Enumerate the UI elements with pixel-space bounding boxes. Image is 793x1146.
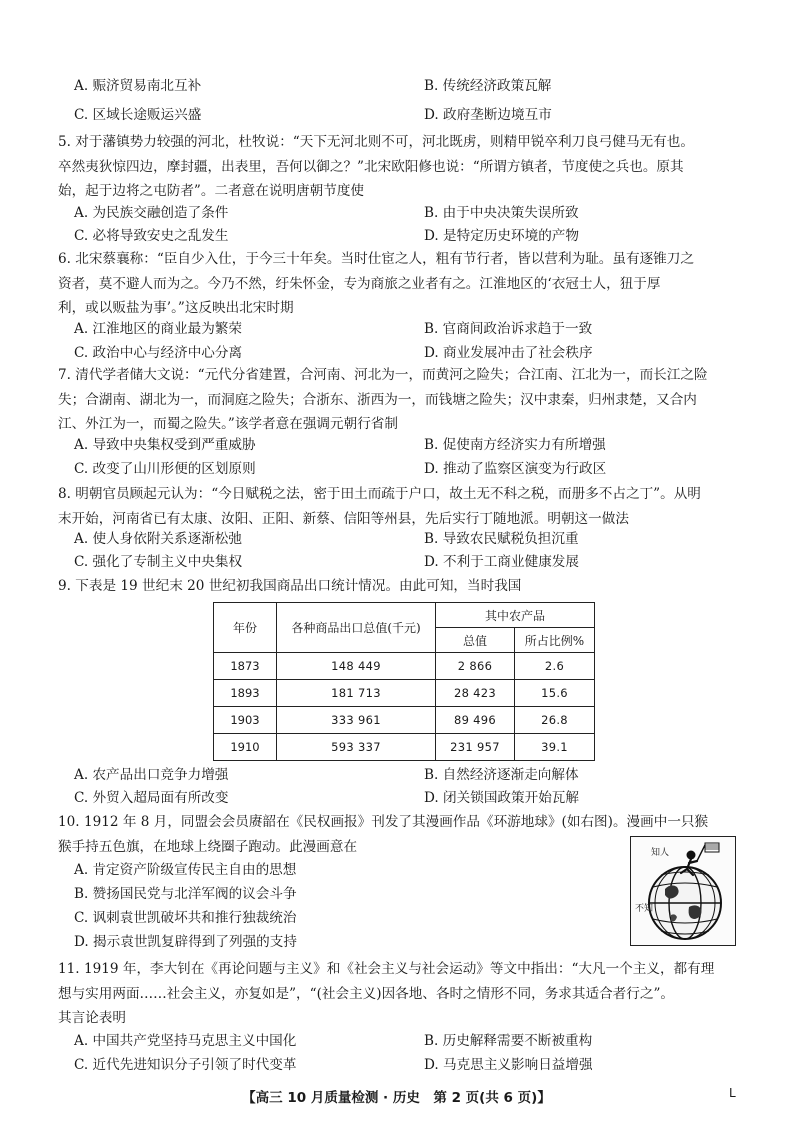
cell-value: 89 496 <box>436 707 515 734</box>
q7-line-3: 江、外江为一，而蜀之险失。”该学者意在强调元朝行省制 <box>58 416 398 432</box>
q9-option-b: B. 自然经济逐渐走向解体 <box>424 767 579 783</box>
q7-option-d: D. 推动了监察区演变为行政区 <box>424 461 607 477</box>
q4-option-a: A. 赈济贸易南北互补 <box>74 78 202 94</box>
q6-option-d: D. 商业发展冲击了社会秩序 <box>424 345 593 361</box>
q11-option-c: C. 近代先进知识分子引领了时代变革 <box>74 1057 297 1073</box>
globe-cartoon <box>630 836 736 946</box>
globe-cartoon-drawing <box>631 837 735 945</box>
q4-option-c: C. 区域长途贩运兴盛 <box>74 107 202 123</box>
cell-total: 593 337 <box>277 734 436 761</box>
q7-line-2: 失；合湖南、湖北为一，而洞庭之险失；合浙东、浙西为一，而钱塘之险失；汉中隶秦，归州隶楚，又合内 <box>58 391 697 408</box>
q5-line-3: 始，起于边将之屯防者”。二者意在说明唐朝节度使 <box>58 183 365 199</box>
q5-option-a: A. 为民族交融创造了条件 <box>74 205 229 221</box>
cell-value: 231 957 <box>436 734 515 761</box>
cartoon-caption-top: 知人 <box>651 848 670 858</box>
cell-ratio: 2.6 <box>515 653 595 680</box>
cell-ratio: 15.6 <box>515 680 595 707</box>
q9-line-1: 9. 下表是 19 世纪末 20 世纪初我国商品出口统计情况。由此可知，当时我国 <box>58 578 522 594</box>
q5-option-b: B. 由于中央决策失误所致 <box>424 205 579 221</box>
q8-option-c: C. 强化了专制主义中央集权 <box>74 554 243 570</box>
col-header-year: 年份 <box>214 603 277 653</box>
q11-option-b: B. 历史解释需要不断被重构 <box>424 1033 593 1049</box>
page-footer: 【高三 10 月质量检测 · 历史 第 2 页(共 6 页)】 <box>242 1090 551 1106</box>
q5-option-d: D. 是特定历史环境的产物 <box>424 228 579 244</box>
col-header-ratio: 所占比例% <box>515 628 595 653</box>
q7-option-c: C. 改变了山川形便的区划原则 <box>74 461 256 477</box>
q10-option-c: C. 讽刺袁世凯破坏共和推行独裁统治 <box>74 910 297 926</box>
q9-option-a: A. 农产品出口竞争力增强 <box>74 767 229 783</box>
cell-year: 1893 <box>214 680 277 707</box>
q7-option-a: A. 导致中央集权受到严重威胁 <box>74 437 256 453</box>
q11-option-d: D. 马克思主义影响日益增强 <box>424 1057 593 1073</box>
q6-stem <box>58 247 748 321</box>
cell-total: 181 713 <box>277 680 436 707</box>
cell-total: 333 961 <box>277 707 436 734</box>
q9-stem <box>58 574 748 599</box>
col-header-total: 各种商品出口总值(千元) <box>277 603 436 653</box>
cell-value: 28 423 <box>436 680 515 707</box>
q11-stem <box>58 957 748 1031</box>
q8-stem <box>58 482 748 531</box>
q5-stem <box>58 130 748 204</box>
cell-year: 1910 <box>214 734 277 761</box>
table-row <box>214 680 595 707</box>
cell-ratio: 26.8 <box>515 707 595 734</box>
q10-line-1: 10. 1912 年 8 月，同盟会会员赓韶在《民权画报》刊发了其漫画作品《环游地球》(如右图)。漫画中一只猴 <box>58 814 709 830</box>
q6-option-b: B. 官商间政治诉求趋于一致 <box>424 321 593 337</box>
cell-total: 148 449 <box>277 653 436 680</box>
q11-line-3: 其言论表明 <box>58 1010 126 1026</box>
q9-option-d: D. 闭关锁国政策开始瓦解 <box>424 790 579 806</box>
q6-option-c: C. 政治中心与经济中心分离 <box>74 345 243 361</box>
q10-option-b: B. 赞扬国民党与北洋军阀的议会斗争 <box>74 886 297 902</box>
q8-option-a: A. 使人身依附关系逐渐松弛 <box>74 531 242 547</box>
q5-line-1: 5. 对于藩镇势力较强的河北，杜牧说：“天下无河北则不可，河北既虏，则精甲锐卒利刀良弓健马无有也。 <box>58 134 694 150</box>
q9-option-c: C. 外贸入超局面有所改变 <box>74 790 229 806</box>
q5-option-c: C. 必将导致安史之乱发生 <box>74 228 229 244</box>
q7-stem <box>58 363 748 437</box>
table-row <box>214 707 595 734</box>
cell-value: 2 866 <box>436 653 515 680</box>
table-row <box>214 734 595 761</box>
q11-line-2: 想与实用两面……社会主义，亦复如是”，“(社会主义)因各地、各时之情形不同，务求其适合者行之”。 <box>58 985 674 1002</box>
table-row <box>214 653 595 680</box>
q6-line-2: 资者，莫不避人而为之。今乃不然，纡朱怀金，专为商旅之业者有之。江淮地区的‘衣冠士人，狃于厚 <box>58 275 661 292</box>
q11-option-a: A. 中国共产党坚持马克思主义中国化 <box>74 1033 297 1049</box>
q10-line-2: 猴手持五色旗，在地球上绕圈子跑动。此漫画意在 <box>58 838 358 855</box>
q8-option-b: B. 导致农民赋税负担沉重 <box>424 531 579 547</box>
col-header-agri: 其中农产品 <box>436 603 595 628</box>
q7-line-1: 7. 清代学者储大文说：“元代分省建置，合河南、河北为一，而黄河之险失；合江南、江北为一，而长江之险 <box>58 367 708 383</box>
q11-line-1: 11. 1919 年，李大钊在《再论问题与主义》和《社会主义与社会运动》等文中指出：“大凡一个主义，都有理 <box>58 961 715 977</box>
q6-line-1: 6. 北宋蔡襄称：“臣自少入仕，于今三十年矣。当时仕宦之人，粗有节行者，皆以营利为耻。虽有逐锥刀之 <box>58 251 694 267</box>
q6-option-a: A. 江淮地区的商业最为繁荣 <box>74 321 242 337</box>
q8-option-d: D. 不利于工商业健康发展 <box>424 554 579 570</box>
col-header-value: 总值 <box>436 628 515 653</box>
export-stats-table <box>213 602 595 761</box>
cell-year: 1903 <box>214 707 277 734</box>
q8-line-1: 8. 明朝官员顾起元认为：“今日赋税之法，密于田土而疏于户口，故土无不科之税，而册多不占之丁”。从明 <box>58 486 701 502</box>
q4-option-b: B. 传统经济政策瓦解 <box>424 78 552 94</box>
q5-line-2: 卒然夷狄惊四边，摩封疆，出表里，吾何以御之？”北宋欧阳修也说：“所谓方镇者，节度使之兵也。原其 <box>58 158 684 175</box>
page-corner-mark: L <box>729 1086 736 1100</box>
cartoon-caption-side: 不知 <box>635 904 654 914</box>
cell-ratio: 39.1 <box>515 734 595 761</box>
q4-option-d: D. 政府垄断边境互市 <box>424 107 552 123</box>
q6-line-3: 利，或以贩盐为事’。”这反映出北宋时期 <box>58 300 294 316</box>
cell-year: 1873 <box>214 653 277 680</box>
q10-option-a: A. 肯定资产阶级宣传民主自由的思想 <box>74 862 297 878</box>
q8-line-2: 末开始，河南省已有太康、汝阳、正阳、新蔡、信阳等州县，先后实行丁随地派。明朝这一做法 <box>58 510 629 527</box>
q7-option-b: B. 促使南方经济实力有所增强 <box>424 437 606 453</box>
q10-option-d: D. 揭示袁世凯复辟得到了列强的支持 <box>74 934 297 950</box>
